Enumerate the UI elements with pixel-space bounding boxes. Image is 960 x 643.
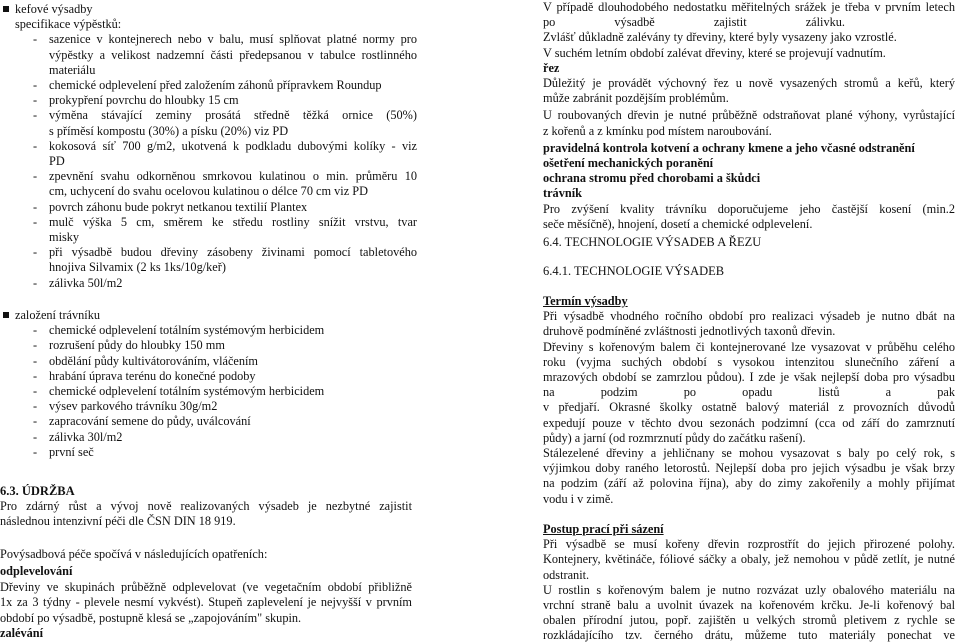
paragraph-line: na podzim po opadu listů a pak	[543, 385, 955, 400]
list-item-line: zapracování semene do půdy, uválcování	[49, 414, 251, 429]
zalevani-label: zalévání	[0, 625, 44, 640]
termin-label: Termín výsadby	[543, 294, 628, 308]
bold-line: trávník	[543, 186, 582, 201]
paragraph-line: Při výsadbě vhodného ročního období pro realizaci výsadeb je nutno dbát na	[543, 309, 955, 324]
paragraph-line: rozkládajícího tzv. černého drátu, můžeme tuto materiály ponechat ve	[543, 628, 955, 643]
postup-label: Postup prací při sázení	[543, 522, 664, 536]
list-item-line: chemické odplevelení totálním systémovým herbicidem	[49, 323, 325, 338]
bullet-square-icon	[3, 312, 9, 318]
list-item-line: zálivka 30l/m2	[49, 429, 123, 444]
list-dash: -	[33, 32, 38, 47]
rez-label: řez	[543, 60, 560, 75]
paragraph-line: V suchém letním období zalévat dřeviny, které se projevují vadnutím.	[543, 45, 886, 60]
heading-6-4-1: 6.4.1. TECHNOLOGIE VÝSADEB	[543, 264, 725, 278]
paragraph-line: období po výsadbě, postupně klesá se „zapojováním" skupin.	[0, 610, 302, 625]
paragraph-line: Kontejnery, květináče, fóliové sáčky a obaly, jež nemohou v půdě zetlít, je nutné	[543, 552, 955, 567]
section-title: založení trávníku	[15, 308, 101, 322]
paragraph-line: U rostlin s kořenovým balem je nutno rozvázat uzly obalového materiálu na	[543, 582, 955, 597]
paragraph-line: Dřeviny s kořenovým balem či kontejnerované lze vysazovat v průběhu celého	[543, 339, 955, 354]
paragraph-line: expedují pouze v těchto dvou sezonách podzimní (cca od září do zamrznutí	[543, 415, 955, 430]
section-title: kefové výsadby	[15, 2, 93, 16]
bold-line: ochrana stromu před chorobami a škůdci	[543, 171, 761, 186]
paragraph-line: Dřeviny ve skupinách průběžně odplevelovat (ve vegetačním období přibližně	[0, 580, 412, 595]
paragraph-line: výjimkou doby raného letorostů. Nejlepší doba pro jejich výsadbu je však brzy	[543, 461, 955, 476]
paragraph-line: Pro zvýšení kvality trávníku doporučujeme jeho častější kosení (min.2	[543, 201, 955, 216]
list-item-line: chemické odplevelení totálním systémovým herbicidem	[49, 384, 325, 398]
paragraph-line: roku (vyjma suchých období s vysokou intenzitou slunečního záření a	[543, 354, 955, 369]
paragraph-line: Důležitý je provádět výchovný řez u nově vysazených stromů a keřů, který	[543, 76, 955, 90]
list-dash: -	[33, 169, 38, 184]
list-item-line: výpěstky a velikost nadzemní části předepsanou v tabulce rostlinného	[49, 47, 417, 62]
list-dash: -	[33, 245, 38, 260]
bold-line: pravidelná kontrola kotvení a ochrany kmene a jeho včasné odstranění	[543, 140, 915, 155]
heading-udrzba: 6.3. ÚDRŽBA	[0, 484, 75, 498]
list-item-line: cm, uchycení do svahu ocelovou kulatinou o délce 70 cm viz PD	[49, 184, 368, 199]
paragraph-line: U roubovaných dřevin je nutné průběžně odstraňovat plané výhony, vyrůstající	[543, 108, 955, 123]
paragraph-line: následnou intenzivní péči dle ČSN DIN 18 919.	[0, 514, 236, 529]
paragraph-line: 1x za 3 týdny - plevele nesmí vykvést). Stupeň zaplevelení je nejvyšší v prvním	[0, 595, 412, 610]
odplevelovani-label: odplevelování	[0, 564, 73, 578]
paragraph-line: vodu i v zimě.	[543, 491, 614, 506]
list-dash: -	[33, 429, 38, 444]
list-dash: -	[33, 93, 38, 108]
list-item-line: kokosová síť 700 g/m2, ukotvená k podkladu dubovými kolíky - viz	[49, 138, 417, 153]
list-item-line: sazenice v kontejnerech nebo v balu, musí splňovat platné normy pro	[49, 32, 417, 47]
list-item-line: hrabání úprava terénu do konečné podoby	[49, 368, 256, 383]
spec-label: specifikace výpěstků:	[15, 17, 122, 32]
bold-line: ošetření mechanických poranění	[543, 156, 714, 170]
bullet-square-icon	[3, 6, 9, 12]
list-item-line: zpevnění svahu odkorněnou smrkovou kulatinou o min. průměru 10	[49, 169, 417, 184]
list-item-line: výsev parkového trávníku 30g/m2	[49, 399, 218, 414]
paragraph-line: seče měsíčně), hnojení, dosetí a chemické odplevelení.	[543, 216, 813, 231]
paragraph-line: Zvlášť důkladně zalévány ty dřeviny, které byly vysazeny jako vzrostlé.	[543, 30, 897, 45]
list-dash: -	[33, 323, 38, 338]
paragraph-line: Při výsadbě se musí kořeny dřevin rozprostřít do jejich přirozené polohy.	[543, 537, 955, 552]
paragraph-line: Povýsadbová péče spočívá v následujících opatřeních:	[0, 546, 268, 561]
list-item-line: obdělání půdy kultivátorováním, vláčením	[49, 353, 258, 368]
paragraph-line: v předjaří. Okrasné školky ostatně balový materiál z provozních důvodů	[543, 400, 955, 415]
paragraph-line: druhově podmíněné zvláštnosti jednotlivých taxonů dřevin.	[543, 324, 836, 339]
paragraph-line: může zabránit pozdějším problémům.	[543, 91, 729, 106]
list-item-line: povrch záhonu bude pokryt netkanou textilií Plantex	[49, 199, 308, 214]
list-dash: -	[33, 414, 38, 429]
list-dash: -	[33, 199, 38, 214]
list-dash: -	[33, 78, 38, 92]
list-item-line: zálivka 50l/m2	[49, 275, 123, 290]
list-item-line: misky	[49, 230, 80, 244]
list-dash: -	[33, 444, 38, 459]
list-item-line: první seč	[49, 444, 94, 459]
list-dash: -	[33, 138, 38, 153]
list-item-line: chemické odplevelení před založením záhonů přípravkem Roundup	[49, 78, 382, 92]
paragraph-line: odstranit.	[543, 567, 590, 582]
list-item-line: výměna stávající zeminy prosátá středně těžká ornice (50%)	[49, 108, 417, 123]
list-item-line: prokypření povrchu do hloubky 15 cm	[49, 93, 239, 108]
list-dash: -	[33, 214, 38, 229]
list-dash: -	[33, 338, 38, 353]
list-dash: -	[33, 275, 38, 290]
list-dash: -	[33, 368, 38, 383]
paragraph-line: z kořenů a z kmínku pod místem naroubování.	[543, 123, 772, 138]
paragraph-line: Stálezelené dřeviny a jehličnany se mohou vysazovat s baly po celý rok, s	[543, 446, 955, 460]
heading-6-4: 6.4. TECHNOLOGIE VÝSADEB A ŘEZU	[543, 235, 762, 249]
list-dash: -	[33, 108, 38, 123]
list-dash: -	[33, 353, 38, 368]
list-item-line: PD	[49, 154, 65, 168]
list-item-line: mulč výška 5 cm, směrem ke středu rostliny snížit vrstvu, tvar	[49, 214, 417, 229]
list-dash: -	[33, 384, 38, 398]
list-item-line: rozrušení půdy do hloubky 150 mm	[49, 338, 225, 353]
list-dash: -	[33, 399, 38, 414]
list-item-line: materiálu	[49, 62, 96, 77]
paragraph-line: obalen přírodní jutou, popř. zajištěn u velkých stromů pletivem z rychle se	[543, 613, 955, 628]
paragraph-line: po výsadbě zajistit zálivku.	[543, 15, 845, 30]
list-item-line: při výsadbě budou dřeviny zásobeny živinami pomocí tabletového	[49, 245, 417, 260]
paragraph-line: vrchní straně balu a uvolnit úvazek na kořenovém krčku. Je-li kořenový bal	[543, 598, 955, 612]
paragraph-line: V případě dlouhodobého nedostatku měřitelných srážek je třeba v prvním letech	[543, 0, 955, 14]
paragraph-line: Pro zdárný růst a vývoj nově realizovaných výsadeb je nezbytné zajistit	[0, 499, 412, 514]
paragraph-line: na podzim (září až polovina října), aby do zimy zakořenily a mohly přijímat	[543, 476, 955, 491]
list-item-line: s příměsí kompostu (30%) a písku (20%) viz PD	[49, 123, 289, 138]
paragraph-line: mrazových období se zamrzlou půdou). I zde je však nejlepší doba pro výsadbu	[543, 370, 955, 384]
paragraph-line: půdy) a jarní (od rozmrznutí půdy do začátku rašení).	[543, 430, 806, 445]
list-item-line: hnojiva Silvamix (2 ks 1ks/10g/keř)	[49, 260, 226, 275]
